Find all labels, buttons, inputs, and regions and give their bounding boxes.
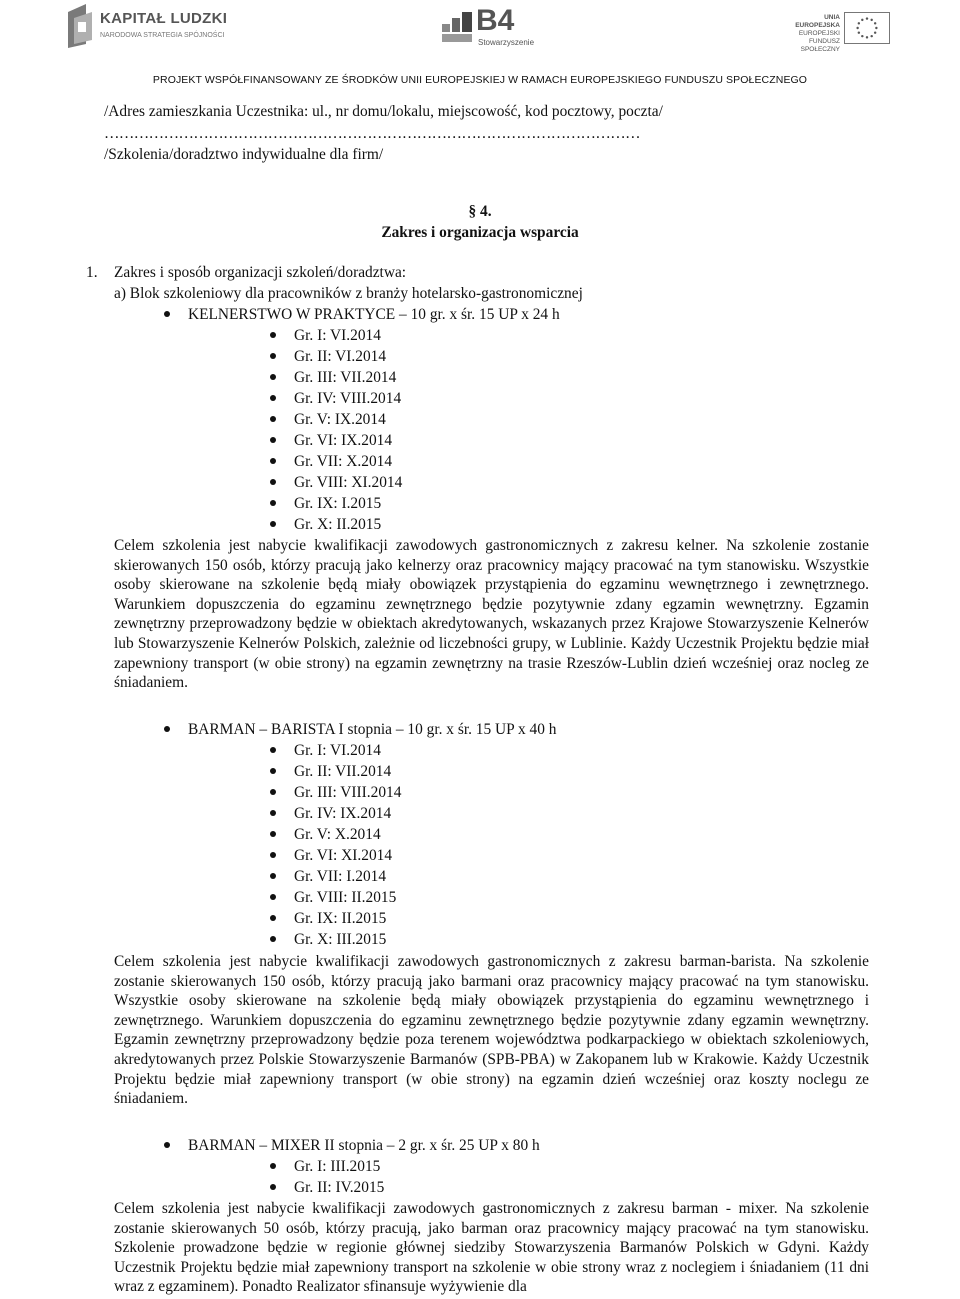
section-title: Zakres i organizacja wsparcia [381, 224, 579, 241]
bullet [270, 1163, 276, 1169]
bullet [270, 521, 276, 527]
block-1-title: KELNERSTWO W PRAKTYCE – 10 gr. x śr. 15 UP x 24 h [188, 306, 560, 323]
bullet [164, 1142, 170, 1148]
block-1-description: Celem szkolenia jest nabycie kwalifikacji zawodowych gastronomicznych z zakresu kelner. Na szkolenie zostanie skierowanych 150 osób, którzy pracują jako kelnerzy oraz pracownicy mający pracować na tym stanowisku. Wszystkie osoby skierowane na szkolenie będą miały obowiązek przystąpienia do egzaminu wewnętrznego i zewnętrznego. Warunkiem dopuszczenia do egzaminu zewnętrznego będzie pozytywnie zdany egzamin wewnętrzny. Egzamin zewnętrzny przeprowadzony będzie w obiektach akredytowanych, wskazanych przez Krajowe Stowarzyszenie Kelnerów lub Stowarzyszenie Kelnerów Polskich, zależnie od liczebności grupy, w Lublinie. Każdy Uczestnik Projektu będzie miał zapewniony transport (w obie strony) na egzamin zewnętrzny na trasie Rzeszów-Lublin dzień wcześniej oraz nocleg ze śniadaniem. [114, 537, 869, 692]
group-item: Gr. V: IX.2014 [294, 411, 386, 428]
bullet [270, 852, 276, 858]
group-item: Gr. IV: IX.2014 [294, 805, 392, 822]
bullet [270, 332, 276, 338]
group-item: Gr. VIII: II.2015 [294, 889, 397, 906]
eu-line-2: EUROPEJSKI [798, 30, 840, 37]
project-cofinancing-line: PROJEKT WSPÓŁFINANSOWANY ZE ŚRODKÓW UNII EUROPEJSKIEJ W RAMACH EUROPEJSKIEGO FUNDUSZU SPOŁECZNEGO [152, 74, 808, 86]
bullet [270, 374, 276, 380]
bullet [270, 873, 276, 879]
group-item: Gr. VI: XI.2014 [294, 847, 393, 864]
eu-logo-text [778, 14, 840, 54]
group-item: Gr. X: II.2015 [294, 516, 382, 533]
dotted-line: ……………………………………………………………………………………………… [104, 125, 641, 142]
kapital-ludzki-logo [66, 4, 226, 52]
training-type-line: /Szkolenia/doradztwo indywidualne dla firm/ [104, 146, 384, 163]
b4-title: B4 [476, 4, 515, 37]
bullet [270, 768, 276, 774]
block-2-title: BARMAN – BARISTA I stopnia – 10 gr. x śr. 15 UP x 40 h [188, 721, 557, 738]
block-3-title: BARMAN – MIXER II stopnia – 2 gr. x śr. 25 UP x 80 h [188, 1137, 540, 1154]
b4-logo [440, 4, 535, 48]
page-header [0, 0, 960, 92]
group-item: Gr. VII: I.2014 [294, 868, 387, 885]
bullet [270, 810, 276, 816]
block-3-description: Celem szkolenia jest nabycie kwalifikacji zawodowych gastronomicznych z zakresu barman - mixer. Na szkolenie zostanie skierowanych 50 osób, którzy pracują, jako barman oraz pracownicy mający pracować na tym stanowisku. Szkolenie prowadzone będzie w regionie głównej siedziby Stowarzyszenia Barmanów Polskich w Gdyni. Każdy Uczestnik Projektu będzie miał zapewniony transport na szkolenie w obie strony wraz z noclegiem i śniadaniem (11 dni wraz z egzaminem). Ponadto Realizator sfinansuje wyżywienie dla [114, 1200, 869, 1296]
group-item: Gr. IX: I.2015 [294, 495, 382, 512]
bullet [270, 437, 276, 443]
section-number: § 4. [468, 203, 492, 220]
group-item: Gr. II: VI.2014 [294, 348, 387, 365]
group-item: Gr. VI: IX.2014 [294, 432, 393, 449]
bullet [270, 894, 276, 900]
eu-line-1: UNIA EUROPEJSKA [795, 14, 840, 29]
group-item: Gr. IV: VIII.2014 [294, 390, 402, 407]
group-item: Gr. III: VIII.2014 [294, 784, 402, 801]
block-2-description: Celem szkolenia jest nabycie kwalifikacji zawodowych gastronomicznych z zakresu barman-barista. Na szkolenie zostanie skierowanych 150 osób, którzy pracują jako barmani oraz pracownicy mający pracować na tym stanowisku. Wszystkie osoby skierowane na szkolenie będą miały obowiązek przystąpienia do egzaminu wewnętrznego i zewnętrznego. Warunkiem dopuszczenia do egzaminu zewnętrznego będzie pozytywnie zdany egzamin wewnętrzny. Egzamin zewnętrzny przeprowadzony będzie poza terenem województwa podkarpackiego w obiektach szkoleniowych, akredytowanych przez Polskie Stowarzyszenie Barmanów (SPB-PBA) w Zakopanem lub w Krakowie. Każdy Uczestnik Projektu będzie miał zapewniony transport (w obie strony) na egzamin dzień wcześniej oraz koszty noclegu ze śniadaniem. [114, 953, 869, 1108]
bullet [270, 936, 276, 942]
group-item: Gr. I: VI.2014 [294, 327, 381, 344]
bullet [270, 353, 276, 359]
group-item: Gr. V: X.2014 [294, 826, 381, 843]
eu-logo [778, 12, 890, 53]
group-item: Gr. VIII: XI.2014 [294, 474, 403, 491]
group-item: Gr. I: III.2015 [294, 1158, 381, 1175]
group-item: Gr. III: VII.2014 [294, 369, 397, 386]
group-item: Gr. II: IV.2015 [294, 1179, 385, 1196]
address-line: /Adres zamieszkania Uczestnika: ul., nr domu/lokalu, miejscowość, kod pocztowy, poczta/ [104, 103, 663, 120]
b4-blocks-icon [440, 10, 474, 44]
group-item: Gr. I: VI.2014 [294, 742, 381, 759]
eu-flag-icon [844, 12, 890, 44]
kapital-ludzki-subtitle: NARODOWA STRATEGIA SPÓJNOŚCI [100, 32, 225, 39]
bullet [270, 789, 276, 795]
bullet [270, 479, 276, 485]
eu-line-3: FUNDUSZ SPOŁECZNY [800, 38, 840, 53]
kapital-ludzki-title: KAPITAŁ LUDZKI [100, 10, 228, 27]
kapital-ludzki-emblem-icon [66, 4, 94, 48]
group-item: Gr. II: VII.2014 [294, 763, 392, 780]
bullet [270, 747, 276, 753]
bullet [270, 500, 276, 506]
bullet [164, 311, 170, 317]
bullet [270, 458, 276, 464]
point-1-sub-a: a) Blok szkoleniowy dla pracowników z branży hotelarsko-gastronomicznej [114, 285, 583, 302]
bullet [270, 395, 276, 401]
point-1-text: Zakres i sposób organizacji szkoleń/doradztwa: [114, 264, 407, 281]
bullet [270, 831, 276, 837]
point-1-number: 1. [86, 264, 98, 281]
group-item: Gr. X: III.2015 [294, 931, 387, 948]
bullet [270, 416, 276, 422]
bullet [164, 726, 170, 732]
bullet [270, 915, 276, 921]
bullet [270, 1184, 276, 1190]
group-item: Gr. VII: X.2014 [294, 453, 393, 470]
group-item: Gr. IX: II.2015 [294, 910, 387, 927]
b4-subtitle: Stowarzyszenie [478, 38, 535, 47]
